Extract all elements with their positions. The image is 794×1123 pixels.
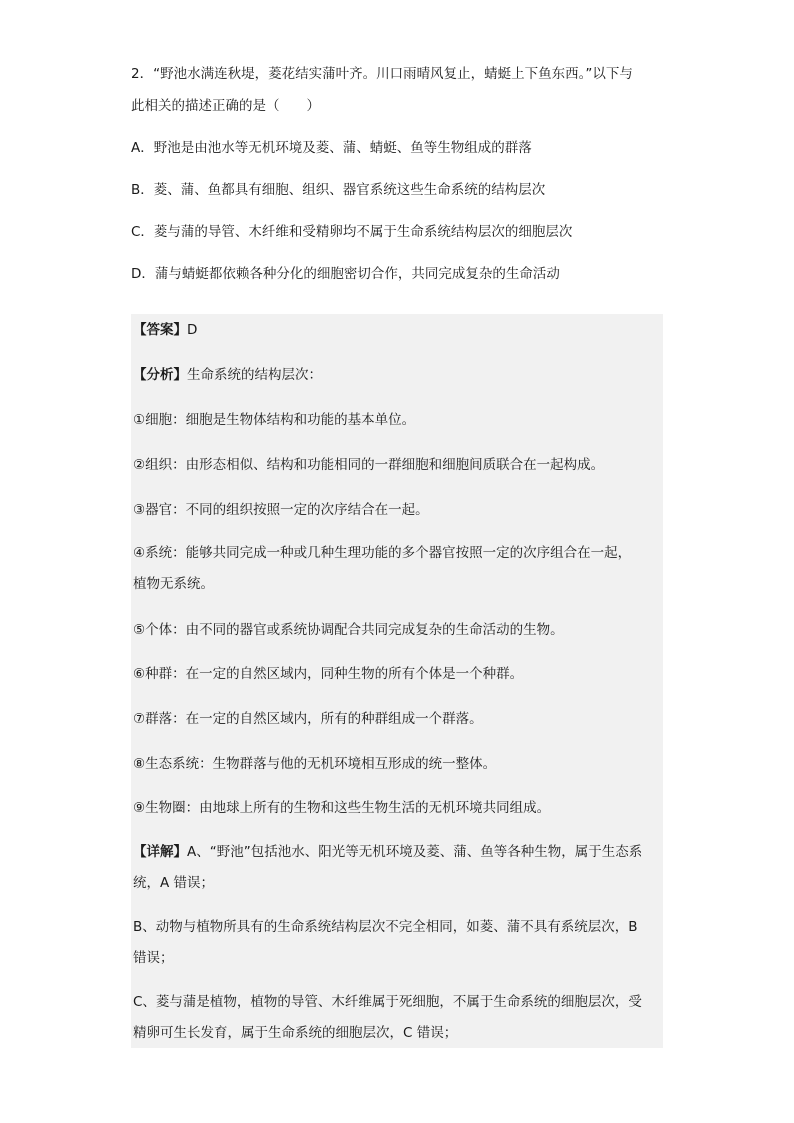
detail-label: 【详解】 — [133, 844, 187, 860]
analysis-item-population: ⑥种群：在一定的自然区域内，同种生物的所有个体是一个种群。 — [133, 666, 524, 682]
analysis-item-tissue: ②组织：由形态相似、结构和功能相同的一群细胞和细胞间质联合在一起构成。 — [133, 457, 605, 473]
question-stem-line-2: 此相关的描述正确的是（ ） — [131, 98, 320, 114]
answer-line — [133, 320, 197, 340]
analysis-line — [133, 365, 322, 385]
analysis-item-system-cont: 植物无系统。 — [133, 576, 214, 592]
analysis-item-cell: ①细胞：细胞是生物体结构和功能的基本单位。 — [133, 412, 416, 428]
detail-line-6: 精卵可生长发育，属于生命系统的细胞层次，C 错误； — [133, 1025, 458, 1041]
option-d: D．蒲与蜻蜓都依赖各种分化的细胞密切合作，共同完成复杂的生命活动 — [131, 266, 560, 282]
question-block — [131, 64, 663, 284]
analysis-label: 【分析】 — [133, 367, 187, 383]
answer-explanation-box — [131, 314, 663, 1048]
option-b: B．菱、蒲、鱼都具有细胞、组织、器官系统这些生命系统的结构层次 — [131, 182, 546, 198]
answer-value: D — [187, 322, 198, 338]
detail-line-3: B、动物与植物所具有的生命系统结构层次不完全相同，如菱、蒲不具有系统层次，B — [133, 919, 638, 935]
analysis-item-biosphere: ⑨生物圈：由地球上所有的生物和这些生物生活的无机环境共同组成。 — [133, 800, 551, 816]
detail-line-1 — [133, 842, 642, 862]
detail-line-2: 统，A 错误； — [133, 875, 215, 891]
question-stem-line-1: 2．“野池水满连秋堤，菱花结实蒲叶齐。川口雨晴风复止，蜻蜓上下鱼东西。”以下与 — [131, 66, 633, 82]
detail-text-1: A、“野池”包括池水、阳光等无机环境及菱、蒲、鱼等各种生物，属于生态系 — [187, 844, 643, 860]
option-a: A．野池是由池水等无机环境及菱、蒲、蜻蜓、鱼等生物组成的群落 — [131, 140, 532, 156]
analysis-intro: 生命系统的结构层次： — [187, 367, 322, 383]
analysis-item-system: ④系统：能够共同完成一种或几种生理功能的多个器官按照一定的次序组合在一起， — [133, 545, 632, 561]
analysis-item-organ: ③器官：不同的组织按照一定的次序结合在一起。 — [133, 502, 429, 518]
detail-line-4: 错误； — [133, 950, 174, 966]
answer-label: 【答案】 — [133, 322, 187, 338]
analysis-item-individual: ⑤个体：由不同的器官或系统协调配合共同完成复杂的生命活动的生物。 — [133, 622, 564, 638]
analysis-item-community: ⑦群落：在一定的自然区域内，所有的种群组成一个群落。 — [133, 711, 483, 727]
analysis-item-ecosystem: ⑧生态系统：生物群落与他的无机环境相互形成的统一整体。 — [133, 756, 497, 772]
option-c: C．菱与蒲的导管、木纤维和受精卵均不属于生命系统结构层次的细胞层次 — [131, 224, 573, 240]
detail-line-5: C、菱与蒲是植物，植物的导管、木纤维属于死细胞，不属于生命系统的细胞层次，受 — [133, 994, 642, 1010]
